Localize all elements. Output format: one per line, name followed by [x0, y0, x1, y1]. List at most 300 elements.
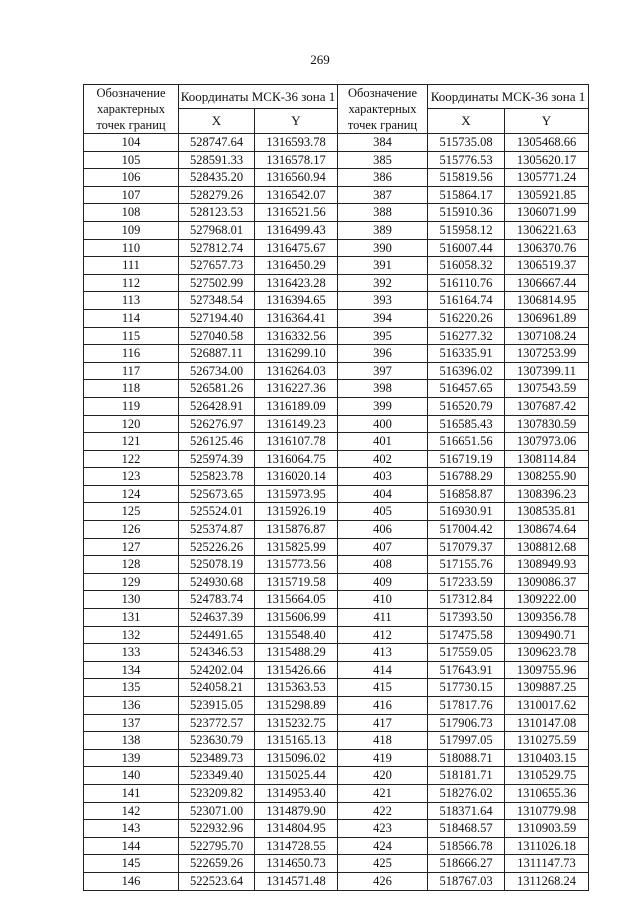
cell-point-left: 108: [84, 204, 179, 222]
table-row: [84, 186, 589, 204]
coordinates-table: [83, 84, 589, 891]
cell-x-right: 517393.50: [428, 609, 505, 627]
cell-y-left: 1315298.89: [255, 697, 338, 715]
table-row: [84, 239, 589, 257]
cell-x-right: 517312.84: [428, 591, 505, 609]
cell-x-left: 526581.26: [179, 380, 255, 398]
cell-point-left: 117: [84, 362, 179, 380]
cell-x-right: 516335.91: [428, 345, 505, 363]
cell-y-right: 1311268.24: [505, 872, 589, 890]
header-y-left: Y: [255, 108, 338, 133]
cell-y-left: 1315548.40: [255, 626, 338, 644]
cell-y-left: 1316593.78: [255, 134, 338, 152]
cell-y-right: 1309490.71: [505, 626, 589, 644]
cell-y-left: 1316189.09: [255, 397, 338, 415]
cell-x-left: 523209.82: [179, 784, 255, 802]
table-row: [84, 521, 589, 539]
cell-x-left: 525524.01: [179, 503, 255, 521]
table-row: [84, 661, 589, 679]
table-row: [84, 345, 589, 363]
table-row: [84, 468, 589, 486]
cell-point-left: 126: [84, 521, 179, 539]
cell-x-left: 523915.05: [179, 697, 255, 715]
cell-y-right: 1309887.25: [505, 679, 589, 697]
cell-point-left: 113: [84, 292, 179, 310]
cell-y-right: 1307108.24: [505, 327, 589, 345]
cell-y-right: 1308535.81: [505, 503, 589, 521]
cell-x-left: 526428.91: [179, 397, 255, 415]
cell-x-left: 524637.39: [179, 609, 255, 627]
cell-y-right: 1308255.90: [505, 468, 589, 486]
cell-y-right: 1307830.59: [505, 415, 589, 433]
cell-x-right: 516007.44: [428, 239, 505, 257]
cell-x-left: 524202.04: [179, 661, 255, 679]
cell-x-right: 517817.76: [428, 697, 505, 715]
cell-x-right: 517233.59: [428, 573, 505, 591]
cell-y-right: 1307973.06: [505, 433, 589, 451]
table-row: [84, 450, 589, 468]
cell-x-left: 526887.11: [179, 345, 255, 363]
cell-point-right: 415: [338, 679, 428, 697]
cell-x-left: 523772.57: [179, 714, 255, 732]
cell-x-right: 515819.56: [428, 169, 505, 187]
cell-y-left: 1316107.78: [255, 433, 338, 451]
cell-y-left: 1316499.43: [255, 221, 338, 239]
cell-x-right: 517559.05: [428, 644, 505, 662]
cell-point-left: 146: [84, 872, 179, 890]
cell-point-left: 114: [84, 309, 179, 327]
table-row: [84, 397, 589, 415]
cell-x-right: 518566.78: [428, 837, 505, 855]
cell-y-left: 1315876.87: [255, 521, 338, 539]
cell-x-right: 517155.76: [428, 556, 505, 574]
table-row: [84, 327, 589, 345]
table-row: [84, 151, 589, 169]
table-row: [84, 415, 589, 433]
cell-x-right: 518371.64: [428, 802, 505, 820]
cell-y-right: 1310275.59: [505, 732, 589, 750]
table-row: [84, 837, 589, 855]
cell-y-right: 1308674.64: [505, 521, 589, 539]
cell-point-left: 107: [84, 186, 179, 204]
cell-point-right: 422: [338, 802, 428, 820]
cell-point-left: 132: [84, 626, 179, 644]
cell-x-left: 527502.99: [179, 274, 255, 292]
cell-x-left: 523071.00: [179, 802, 255, 820]
cell-point-right: 414: [338, 661, 428, 679]
cell-y-left: 1316423.28: [255, 274, 338, 292]
cell-y-right: 1308949.93: [505, 556, 589, 574]
cell-point-right: 419: [338, 749, 428, 767]
cell-point-right: 421: [338, 784, 428, 802]
table-row: [84, 697, 589, 715]
cell-y-left: 1314953.40: [255, 784, 338, 802]
cell-y-left: 1316227.36: [255, 380, 338, 398]
cell-y-right: 1305468.66: [505, 134, 589, 152]
cell-point-right: 426: [338, 872, 428, 890]
table-row: [84, 820, 589, 838]
cell-y-right: 1310903.59: [505, 820, 589, 838]
cell-y-right: 1310529.75: [505, 767, 589, 785]
cell-point-left: 121: [84, 433, 179, 451]
cell-point-right: 393: [338, 292, 428, 310]
cell-y-left: 1314879.90: [255, 802, 338, 820]
cell-y-left: 1316364.41: [255, 309, 338, 327]
cell-point-right: 394: [338, 309, 428, 327]
cell-point-left: 138: [84, 732, 179, 750]
cell-x-right: 516719.19: [428, 450, 505, 468]
cell-x-right: 515776.53: [428, 151, 505, 169]
cell-point-right: 397: [338, 362, 428, 380]
cell-point-right: 410: [338, 591, 428, 609]
cell-point-left: 141: [84, 784, 179, 802]
cell-point-left: 144: [84, 837, 179, 855]
cell-x-right: 518666.27: [428, 855, 505, 873]
cell-x-left: 525374.87: [179, 521, 255, 539]
cell-point-right: 420: [338, 767, 428, 785]
table-row: [84, 485, 589, 503]
cell-point-right: 389: [338, 221, 428, 239]
cell-point-right: 392: [338, 274, 428, 292]
cell-x-left: 523489.73: [179, 749, 255, 767]
cell-point-left: 111: [84, 257, 179, 275]
cell-point-right: 402: [338, 450, 428, 468]
cell-y-left: 1316542.07: [255, 186, 338, 204]
cell-y-right: 1308396.23: [505, 485, 589, 503]
cell-y-right: 1307687.42: [505, 397, 589, 415]
header-coords-group-right: Координаты МСК-36 зона 1: [428, 85, 589, 109]
cell-point-right: 398: [338, 380, 428, 398]
cell-x-left: 528123.53: [179, 204, 255, 222]
cell-y-left: 1315363.53: [255, 679, 338, 697]
table-row: [84, 872, 589, 890]
table-row: [84, 784, 589, 802]
header-x-left: X: [179, 108, 255, 133]
cell-y-right: 1306071.99: [505, 204, 589, 222]
cell-point-left: 128: [84, 556, 179, 574]
cell-x-right: 517906.73: [428, 714, 505, 732]
cell-y-left: 1314571.48: [255, 872, 338, 890]
cell-point-right: 404: [338, 485, 428, 503]
cell-point-left: 130: [84, 591, 179, 609]
cell-y-right: 1309623.78: [505, 644, 589, 662]
cell-point-right: 391: [338, 257, 428, 275]
cell-y-left: 1315488.29: [255, 644, 338, 662]
cell-point-right: 406: [338, 521, 428, 539]
cell-y-right: 1310147.08: [505, 714, 589, 732]
cell-x-right: 517475.58: [428, 626, 505, 644]
cell-x-right: 518181.71: [428, 767, 505, 785]
table-row: [84, 767, 589, 785]
cell-y-left: 1315825.99: [255, 538, 338, 556]
table-row: [84, 626, 589, 644]
cell-x-left: 525226.26: [179, 538, 255, 556]
cell-x-right: 516164.74: [428, 292, 505, 310]
cell-point-right: 418: [338, 732, 428, 750]
cell-y-right: 1310017.62: [505, 697, 589, 715]
cell-x-left: 522795.70: [179, 837, 255, 855]
cell-y-left: 1316064.75: [255, 450, 338, 468]
cell-y-left: 1315606.99: [255, 609, 338, 627]
table-row: [84, 134, 589, 152]
cell-x-left: 525673.65: [179, 485, 255, 503]
cell-point-right: 413: [338, 644, 428, 662]
cell-x-right: 517643.91: [428, 661, 505, 679]
cell-x-right: 516277.32: [428, 327, 505, 345]
cell-y-right: 1310655.36: [505, 784, 589, 802]
cell-x-right: 515735.08: [428, 134, 505, 152]
table-row: [84, 855, 589, 873]
cell-x-left: 528747.64: [179, 134, 255, 152]
cell-point-right: 386: [338, 169, 428, 187]
cell-point-right: 411: [338, 609, 428, 627]
cell-x-left: 522659.26: [179, 855, 255, 873]
cell-y-right: 1309086.37: [505, 573, 589, 591]
cell-y-left: 1314650.73: [255, 855, 338, 873]
page-number: 269: [310, 52, 330, 67]
cell-x-right: 516110.76: [428, 274, 505, 292]
cell-x-right: 516220.26: [428, 309, 505, 327]
cell-x-left: 526734.00: [179, 362, 255, 380]
cell-point-right: 407: [338, 538, 428, 556]
cell-y-right: 1306814.95: [505, 292, 589, 310]
header-point-designation-right: Обозначение характерных точек границ: [338, 85, 428, 134]
table-row: [84, 221, 589, 239]
cell-x-right: 516520.79: [428, 397, 505, 415]
table-body: [84, 134, 589, 891]
cell-x-left: 522523.64: [179, 872, 255, 890]
table-row: [84, 292, 589, 310]
cell-x-right: 518276.02: [428, 784, 505, 802]
cell-x-left: 524930.68: [179, 573, 255, 591]
cell-point-left: 133: [84, 644, 179, 662]
cell-point-right: 425: [338, 855, 428, 873]
cell-x-left: 527657.73: [179, 257, 255, 275]
cell-y-right: 1311147.73: [505, 855, 589, 873]
cell-point-left: 119: [84, 397, 179, 415]
cell-y-left: 1315025.44: [255, 767, 338, 785]
cell-y-left: 1316450.29: [255, 257, 338, 275]
cell-x-right: 516788.29: [428, 468, 505, 486]
cell-point-left: 104: [84, 134, 179, 152]
cell-point-left: 106: [84, 169, 179, 187]
table-row: [84, 503, 589, 521]
cell-point-left: 145: [84, 855, 179, 873]
cell-y-left: 1316332.56: [255, 327, 338, 345]
cell-point-right: 388: [338, 204, 428, 222]
cell-y-right: 1308812.68: [505, 538, 589, 556]
table-row: [84, 204, 589, 222]
cell-y-right: 1309755.96: [505, 661, 589, 679]
cell-point-right: 405: [338, 503, 428, 521]
table-row: [84, 169, 589, 187]
cell-point-left: 105: [84, 151, 179, 169]
cell-y-right: 1306221.63: [505, 221, 589, 239]
table-row: [84, 274, 589, 292]
cell-point-left: 125: [84, 503, 179, 521]
cell-x-right: 516930.91: [428, 503, 505, 521]
table-row: [84, 679, 589, 697]
cell-x-left: 524058.21: [179, 679, 255, 697]
cell-y-left: 1314728.55: [255, 837, 338, 855]
cell-y-left: 1316264.03: [255, 362, 338, 380]
cell-x-right: 518767.03: [428, 872, 505, 890]
cell-y-right: 1307253.99: [505, 345, 589, 363]
cell-y-right: 1307543.59: [505, 380, 589, 398]
cell-y-left: 1315165.13: [255, 732, 338, 750]
cell-y-right: 1309356.78: [505, 609, 589, 627]
cell-point-left: 139: [84, 749, 179, 767]
cell-point-right: 408: [338, 556, 428, 574]
cell-point-left: 123: [84, 468, 179, 486]
table-row: [84, 538, 589, 556]
cell-point-left: 131: [84, 609, 179, 627]
cell-y-left: 1316521.56: [255, 204, 338, 222]
header-coords-group-left: Координаты МСК-36 зона 1: [179, 85, 338, 109]
table-row: [84, 714, 589, 732]
cell-x-right: 516585.43: [428, 415, 505, 433]
table-row: [84, 732, 589, 750]
table-row: [84, 380, 589, 398]
cell-y-left: 1315719.58: [255, 573, 338, 591]
cell-x-right: 515958.12: [428, 221, 505, 239]
cell-x-left: 528435.20: [179, 169, 255, 187]
cell-x-right: 516058.32: [428, 257, 505, 275]
cell-x-left: 524346.53: [179, 644, 255, 662]
table-row: [84, 573, 589, 591]
cell-x-left: 527968.01: [179, 221, 255, 239]
cell-x-left: 527348.54: [179, 292, 255, 310]
cell-point-left: 129: [84, 573, 179, 591]
cell-y-right: 1311026.18: [505, 837, 589, 855]
cell-point-left: 120: [84, 415, 179, 433]
table-row: [84, 591, 589, 609]
cell-point-right: 416: [338, 697, 428, 715]
cell-x-right: 515910.36: [428, 204, 505, 222]
cell-point-right: 385: [338, 151, 428, 169]
cell-point-left: 140: [84, 767, 179, 785]
cell-y-right: 1305620.17: [505, 151, 589, 169]
cell-y-left: 1315664.05: [255, 591, 338, 609]
cell-y-right: 1310779.98: [505, 802, 589, 820]
table-row: [84, 556, 589, 574]
cell-x-left: 527194.40: [179, 309, 255, 327]
cell-point-left: 143: [84, 820, 179, 838]
cell-point-right: 412: [338, 626, 428, 644]
table-row: [84, 802, 589, 820]
cell-y-left: 1314804.95: [255, 820, 338, 838]
cell-x-right: 518468.57: [428, 820, 505, 838]
cell-y-left: 1315232.75: [255, 714, 338, 732]
cell-point-left: 124: [84, 485, 179, 503]
cell-point-left: 115: [84, 327, 179, 345]
cell-point-right: 423: [338, 820, 428, 838]
cell-point-left: 118: [84, 380, 179, 398]
cell-point-right: 400: [338, 415, 428, 433]
cell-x-left: 527812.74: [179, 239, 255, 257]
cell-x-right: 517079.37: [428, 538, 505, 556]
cell-y-left: 1315773.56: [255, 556, 338, 574]
cell-y-left: 1316394.65: [255, 292, 338, 310]
cell-y-left: 1316578.17: [255, 151, 338, 169]
cell-point-right: 424: [338, 837, 428, 855]
cell-x-right: 516858.87: [428, 485, 505, 503]
header-x-right: X: [428, 108, 505, 133]
cell-x-left: 525823.78: [179, 468, 255, 486]
cell-x-right: 515864.17: [428, 186, 505, 204]
cell-x-left: 527040.58: [179, 327, 255, 345]
table-row: [84, 433, 589, 451]
cell-point-left: 110: [84, 239, 179, 257]
cell-point-right: 399: [338, 397, 428, 415]
cell-point-left: 122: [84, 450, 179, 468]
cell-x-left: 523630.79: [179, 732, 255, 750]
table-row: [84, 749, 589, 767]
cell-x-left: 525974.39: [179, 450, 255, 468]
table-row: [84, 644, 589, 662]
cell-y-right: 1306519.37: [505, 257, 589, 275]
cell-x-left: 526125.46: [179, 433, 255, 451]
header-y-right: Y: [505, 108, 589, 133]
table-header: [84, 85, 589, 134]
cell-y-left: 1316149.23: [255, 415, 338, 433]
cell-point-right: 387: [338, 186, 428, 204]
cell-y-right: 1307399.11: [505, 362, 589, 380]
cell-x-right: 517004.42: [428, 521, 505, 539]
cell-y-left: 1315973.95: [255, 485, 338, 503]
cell-y-left: 1316560.94: [255, 169, 338, 187]
cell-x-left: 528279.26: [179, 186, 255, 204]
cell-x-left: 528591.33: [179, 151, 255, 169]
cell-x-left: 522932.96: [179, 820, 255, 838]
table-row: [84, 309, 589, 327]
cell-point-right: 384: [338, 134, 428, 152]
cell-x-right: 516457.65: [428, 380, 505, 398]
cell-point-left: 136: [84, 697, 179, 715]
cell-y-right: 1305771.24: [505, 169, 589, 187]
cell-point-right: 396: [338, 345, 428, 363]
cell-point-right: 409: [338, 573, 428, 591]
table-row: [84, 257, 589, 275]
cell-point-left: 137: [84, 714, 179, 732]
cell-x-right: 517997.05: [428, 732, 505, 750]
cell-y-left: 1316020.14: [255, 468, 338, 486]
cell-y-right: 1309222.00: [505, 591, 589, 609]
header-point-designation-left: Обозначение характерных точек границ: [84, 85, 179, 134]
table-row: [84, 362, 589, 380]
cell-x-left: 525078.19: [179, 556, 255, 574]
cell-y-left: 1316299.10: [255, 345, 338, 363]
cell-x-left: 526276.97: [179, 415, 255, 433]
cell-x-right: 516396.02: [428, 362, 505, 380]
cell-y-right: 1306370.76: [505, 239, 589, 257]
cell-x-right: 516651.56: [428, 433, 505, 451]
cell-y-right: 1306961.89: [505, 309, 589, 327]
cell-y-left: 1315426.66: [255, 661, 338, 679]
cell-point-right: 403: [338, 468, 428, 486]
cell-point-left: 116: [84, 345, 179, 363]
cell-x-left: 524491.65: [179, 626, 255, 644]
cell-point-left: 134: [84, 661, 179, 679]
cell-point-right: 390: [338, 239, 428, 257]
cell-point-left: 142: [84, 802, 179, 820]
cell-y-right: 1308114.84: [505, 450, 589, 468]
cell-x-right: 518088.71: [428, 749, 505, 767]
cell-y-left: 1315096.02: [255, 749, 338, 767]
cell-point-right: 401: [338, 433, 428, 451]
cell-point-left: 127: [84, 538, 179, 556]
cell-point-left: 135: [84, 679, 179, 697]
